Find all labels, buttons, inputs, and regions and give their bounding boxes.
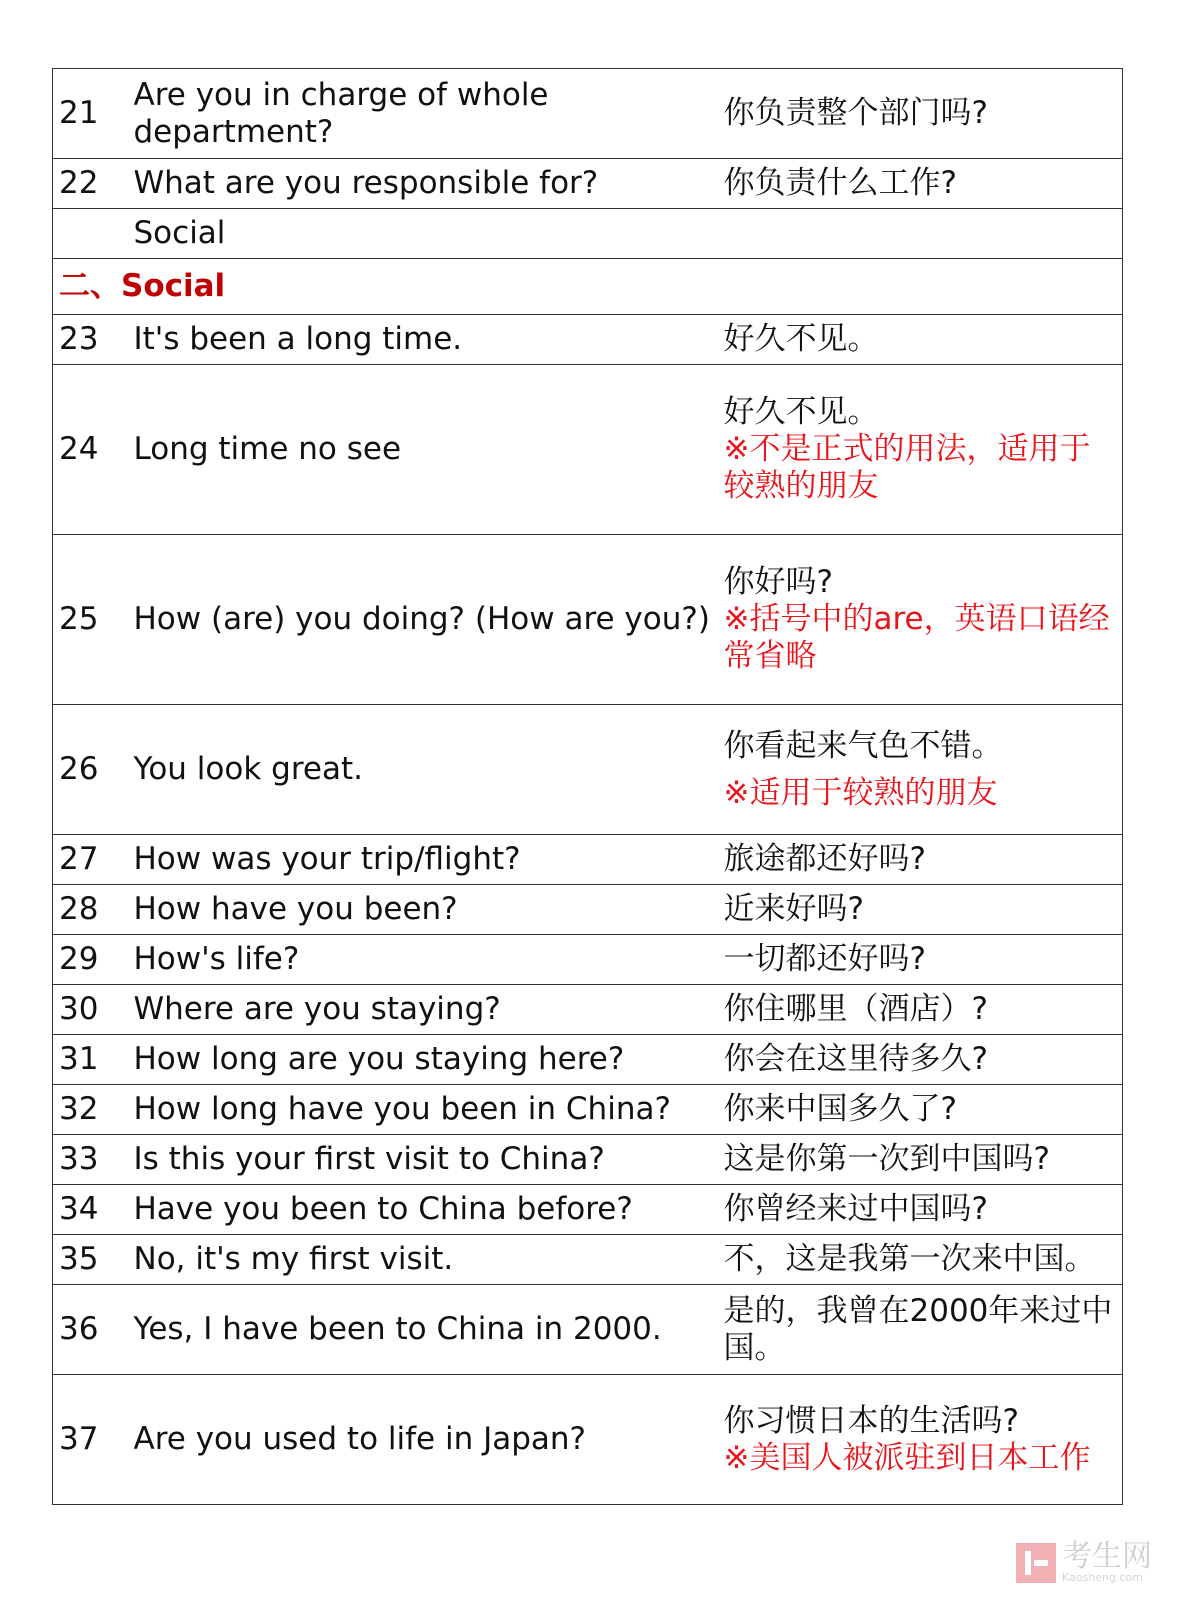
english-phrase: Have you been to China before? — [128, 1185, 718, 1235]
chinese-translation: 好久不见。 — [723, 394, 879, 430]
chinese-translation: 你习惯日本的生活吗? — [723, 1402, 1019, 1439]
chinese-translation-cell — [718, 1375, 1123, 1505]
chinese-translation — [718, 209, 1123, 259]
table-row — [53, 835, 1123, 885]
usage-note: ※适用于较熟的朋友 — [723, 774, 998, 811]
usage-note: ※括号中的are，英语口语经常省略 — [723, 601, 1110, 674]
table-row — [53, 1085, 1123, 1135]
row-number: 27 — [53, 835, 128, 885]
usage-note: ※美国人被派驻到日本工作 — [723, 1439, 1091, 1476]
row-number: 28 — [53, 885, 128, 935]
chinese-translation: 你看起来气色不错。 — [723, 727, 1003, 764]
table-row — [53, 535, 1123, 705]
english-phrase: You look great. — [128, 705, 718, 835]
english-phrase: Social — [128, 209, 718, 259]
chinese-translation: 你负责整个部门吗? — [718, 69, 1123, 159]
table-row — [53, 365, 1123, 535]
table-row — [53, 1185, 1123, 1235]
english-phrase: How long are you staying here? — [128, 1035, 718, 1085]
chinese-translation-cell — [718, 365, 1123, 535]
english-phrase: Is this your first visit to China? — [128, 1135, 718, 1185]
kaosheng-logo-icon — [1016, 1543, 1056, 1583]
section-heading-row — [53, 259, 1123, 315]
row-number: 31 — [53, 1035, 128, 1085]
english-phrase: How long have you been in China? — [128, 1085, 718, 1135]
chinese-translation: 你会在这里待多久? — [718, 1035, 1123, 1085]
chinese-translation: 你曾经来过中国吗? — [718, 1185, 1123, 1235]
row-number — [53, 209, 128, 259]
english-phrase: How was your trip/flight? — [128, 835, 718, 885]
row-number: 29 — [53, 935, 128, 985]
chinese-translation: 一切都还好吗? — [718, 935, 1123, 985]
row-number: 24 — [53, 365, 128, 535]
english-phrase: Yes, I have been to China in 2000. — [128, 1285, 718, 1375]
english-phrase: Are you in charge of whole department? — [128, 69, 718, 159]
english-phrase: Are you used to life in Japan? — [128, 1375, 718, 1505]
phrase-table — [52, 68, 1123, 1505]
chinese-translation-cell — [718, 535, 1123, 705]
section-heading: 二、Social — [53, 259, 1123, 315]
english-phrase: No, it's my first visit. — [128, 1235, 718, 1285]
chinese-translation: 你来中国多久了? — [718, 1085, 1123, 1135]
table-row — [53, 1375, 1123, 1505]
table-row — [53, 1035, 1123, 1085]
english-phrase: How have you been? — [128, 885, 718, 935]
table-row — [53, 705, 1123, 835]
chinese-translation-cell — [718, 705, 1123, 835]
english-phrase: How (are) you doing? (How are you?) — [128, 535, 718, 705]
english-phrase: Where are you staying? — [128, 985, 718, 1035]
row-number: 23 — [53, 315, 128, 365]
table-row — [53, 885, 1123, 935]
table-row — [53, 209, 1123, 259]
usage-note: ※不是正式的用法，适用于较熟的朋友 — [723, 431, 1091, 504]
table-row — [53, 1285, 1123, 1375]
chinese-translation: 你住哪里（酒店）? — [718, 985, 1123, 1035]
chinese-translation: 你负责什么工作? — [718, 159, 1123, 209]
row-number: 32 — [53, 1085, 128, 1135]
row-number: 33 — [53, 1135, 128, 1185]
row-number: 26 — [53, 705, 128, 835]
chinese-translation: 好久不见。 — [718, 315, 1123, 365]
table-row — [53, 315, 1123, 365]
row-number: 36 — [53, 1285, 128, 1375]
table-row — [53, 159, 1123, 209]
row-number: 21 — [53, 69, 128, 159]
chinese-translation: 是的，我曾在2000年来过中国。 — [718, 1285, 1123, 1375]
table-row — [53, 69, 1123, 159]
row-number: 37 — [53, 1375, 128, 1505]
english-phrase: It's been a long time. — [128, 315, 718, 365]
table-row — [53, 1235, 1123, 1285]
chinese-translation: 这是你第一次到中国吗? — [718, 1135, 1123, 1185]
row-number: 30 — [53, 985, 128, 1035]
row-number: 22 — [53, 159, 128, 209]
watermark-name: 考生网 — [1062, 1539, 1152, 1574]
chinese-translation: 你好吗? — [723, 564, 833, 600]
english-phrase: Long time no see — [128, 365, 718, 535]
chinese-translation: 不，这是我第一次来中国。 — [718, 1235, 1123, 1285]
table-row — [53, 985, 1123, 1035]
row-number: 35 — [53, 1235, 128, 1285]
table-row — [53, 1135, 1123, 1185]
table-row — [53, 935, 1123, 985]
chinese-translation: 近来好吗? — [718, 885, 1123, 935]
row-number: 34 — [53, 1185, 128, 1235]
chinese-translation: 旅途都还好吗? — [718, 835, 1123, 885]
row-number: 25 — [53, 535, 128, 705]
english-phrase: What are you responsible for? — [128, 159, 718, 209]
site-watermark — [1016, 1539, 1152, 1584]
english-phrase: How's life? — [128, 935, 718, 985]
watermark-domain: Kaosheng.com — [1062, 1571, 1143, 1584]
